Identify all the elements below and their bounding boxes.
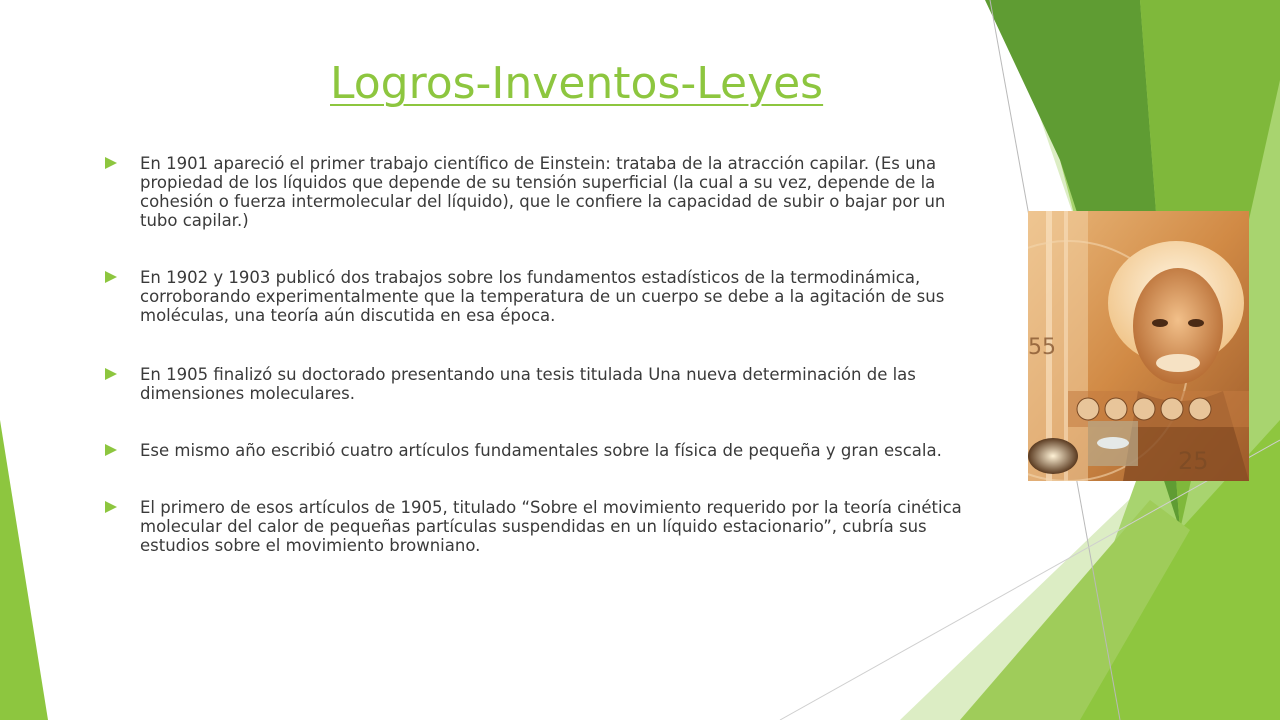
bullet-item bbox=[104, 441, 984, 460]
photo-number-55: 55 bbox=[1028, 335, 1056, 360]
bullet-text: El primero de esos artículos de 1905, titulado “Sobre el movimiento requerido por la teoría cinética molecular del calor de pequeñas partículas suspendidas en un líquido estacionario”, cubría sus estudios sobre el movimiento browniano. bbox=[140, 498, 962, 555]
photo-number-25: 25 bbox=[1178, 447, 1209, 475]
bullet-item bbox=[104, 498, 984, 555]
triangle-right-icon bbox=[104, 270, 118, 284]
bullet-item bbox=[104, 268, 984, 325]
bullet-text: Ese mismo año escribió cuatro artículos fundamentales sobre la física de pequeña y gran escala. bbox=[140, 441, 942, 460]
triangle-right-icon bbox=[104, 443, 118, 457]
triangle-right-icon bbox=[104, 367, 118, 381]
portrait-illustration bbox=[1028, 211, 1249, 481]
left-green-stripe bbox=[0, 420, 48, 720]
triangle-right-icon bbox=[104, 500, 118, 514]
bullet-item bbox=[104, 365, 984, 403]
bullet-list bbox=[104, 154, 984, 555]
einstein-portrait-image bbox=[1028, 211, 1249, 481]
bullet-text: En 1905 finalizó su doctorado presentando una tesis titulada Una nueva determinación de las dimensiones moleculares. bbox=[140, 365, 916, 403]
bullet-text: En 1902 y 1903 publicó dos trabajos sobre los fundamentos estadísticos de la termodinámica, corroborando experimentalmente que la temperatura de un cuerpo se debe a la agitación de sus moléculas, una teoría aún discutida en esa época. bbox=[140, 268, 945, 325]
bullet-item bbox=[104, 154, 984, 230]
bullet-text: En 1901 apareció el primer trabajo científico de Einstein: trataba de la atracción capilar. (Es una propiedad de los líquidos que depende de su tensión superficial (la cual a su vez, depende de la cohesión o fuerza intermolecular del líquido), que le confiere la capacidad de subir o bajar por un tubo capilar.) bbox=[140, 154, 946, 230]
triangle-right-icon bbox=[104, 156, 118, 170]
slide-title: Logros-Inventos-Leyes bbox=[330, 58, 824, 109]
